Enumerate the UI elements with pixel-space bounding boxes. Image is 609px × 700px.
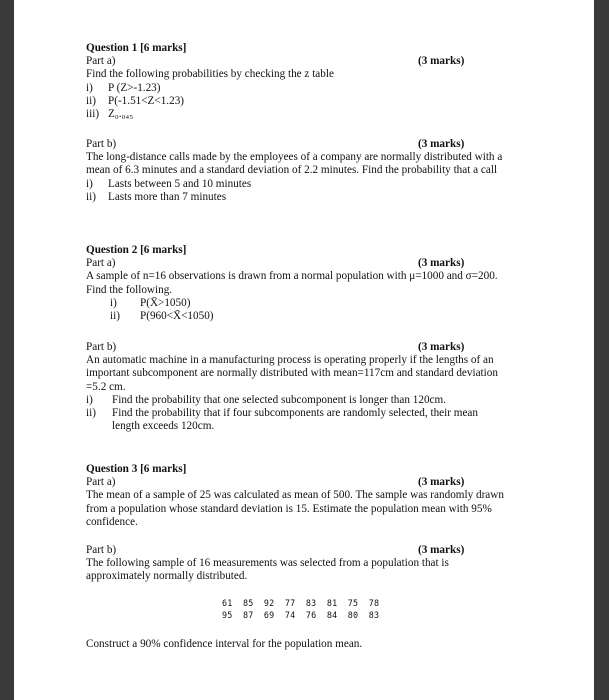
q3-part-b-marks: (3 marks) bbox=[418, 544, 465, 556]
q1-part-b-item-1: i) Lasts between 5 and 10 minutes bbox=[86, 177, 252, 190]
q3-closing: Construct a 90% confidence interval for the population mean. bbox=[86, 638, 363, 650]
q2-part-b-label: Part b) bbox=[86, 341, 117, 353]
q2-part-a-marks: (3 marks) bbox=[418, 257, 465, 269]
question-1-title: Question 1 [6 marks] bbox=[86, 42, 187, 54]
question-3-title: Question 3 [6 marks] bbox=[86, 463, 187, 475]
question-3 bbox=[86, 463, 506, 529]
q2-part-a-label: Part a) bbox=[86, 257, 116, 270]
q1-part-a-text: Find the following probabilities by checking the z table bbox=[86, 68, 334, 81]
q1-part-a-marks: (3 marks) bbox=[418, 55, 465, 67]
q2-part-a-item-1: i) P(X̄>1050) bbox=[110, 296, 191, 309]
q2-part-b-text: An automatic machine in a manufacturing process is operating properly if the lengths of an important subcomponent are normally distributed with mean=117cm and standard deviation =5.2 cm. bbox=[86, 354, 498, 393]
question-2-title: Question 2 [6 marks] bbox=[86, 244, 187, 256]
q3-part-a-marks: (3 marks) bbox=[418, 476, 465, 488]
q1-part-b-marks: (3 marks) bbox=[418, 138, 465, 150]
q3-part-a-label: Part a) bbox=[86, 476, 116, 489]
q1-part-a-item-1: i) P (Z>-1.23) bbox=[86, 81, 161, 94]
q2-part-b-item-1: i) Find the probability that one selected subcomponent is longer than 120cm. bbox=[86, 393, 447, 406]
q1-part-b-label: Part b) bbox=[86, 138, 117, 150]
sample-data-row-1: 61 85 92 77 83 81 75 78 bbox=[222, 598, 380, 608]
q1-part-b-item-2: ii) Lasts more than 7 minutes bbox=[86, 190, 227, 203]
sample-data-row-2: 95 87 69 74 76 84 80 83 bbox=[222, 610, 380, 620]
q3-part-b-text: The following sample of 16 measurements was selected from a population that is approximately normally distributed. bbox=[86, 557, 449, 583]
q2-part-a-item-2: ii) P(960<X̄<1050) bbox=[110, 310, 214, 323]
q2-part-b bbox=[86, 341, 506, 433]
q2-part-b-marks: (3 marks) bbox=[418, 341, 465, 353]
question-2 bbox=[86, 244, 506, 323]
q1-part-a-item-3: iii) Z₀.₀₄₅ bbox=[86, 108, 134, 121]
q1-part-b-text: The long-distance calls made by the employees of a company are normally distributed with a mean of 6.3 minutes and a standard deviation of 2.2 minutes. Find the probability that a call bbox=[86, 151, 503, 177]
q1-part-a-item-2: ii) P(-1.51<Z<1.23) bbox=[86, 94, 185, 107]
q3-part-b-label: Part b) bbox=[86, 544, 117, 556]
question-1 bbox=[86, 42, 506, 121]
q2-part-a-text: A sample of n=16 observations is drawn from a normal population with μ=1000 and σ=200. Find the following. bbox=[86, 270, 498, 296]
q2-part-b-item-2: ii) Find the probability that if four subcomponents are randomly selected, their mean length exceeds 120cm. bbox=[86, 407, 478, 433]
q1-part-a-label: Part a) bbox=[86, 55, 116, 68]
q3-part-a-text: The mean of a sample of 25 was calculated as mean of 500. The sample was randomly drawn from a population whose standard deviation is 15. Estimate the population mean with 95% confidence. bbox=[86, 489, 504, 528]
